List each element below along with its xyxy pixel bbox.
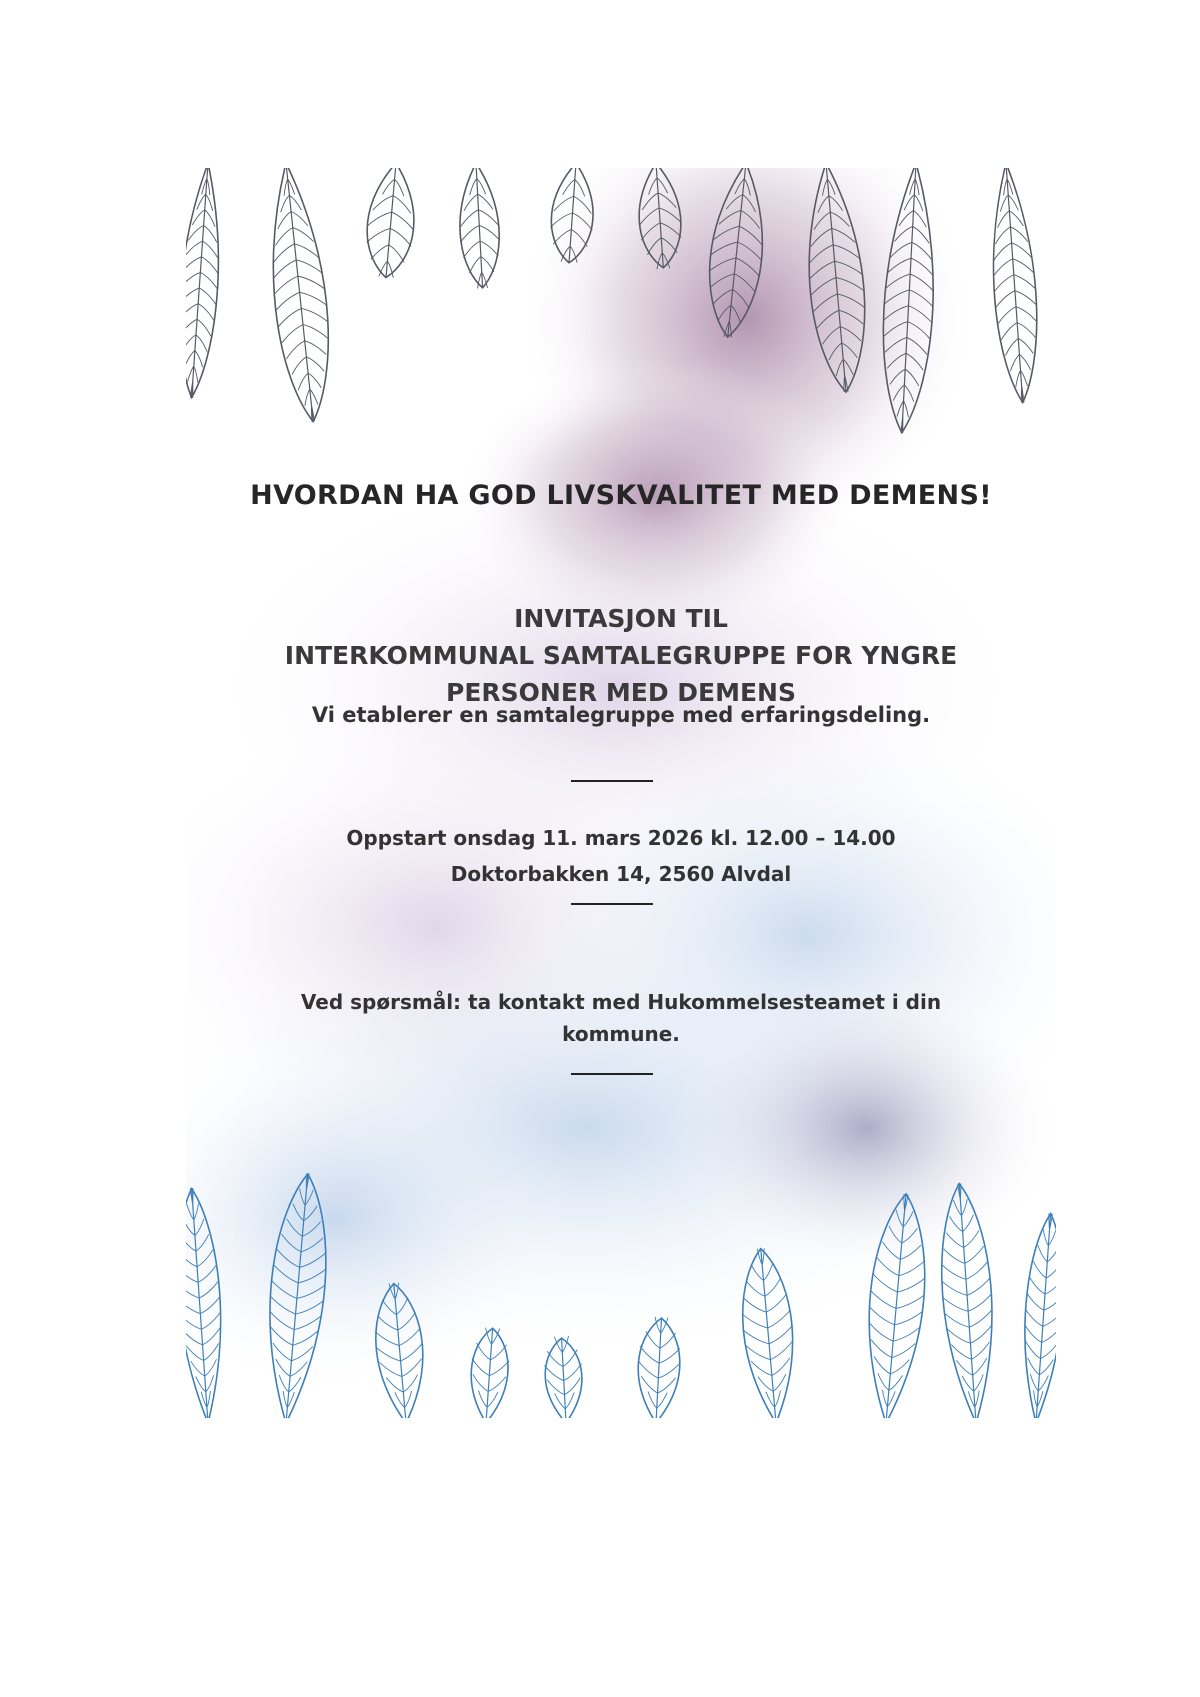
leaf-icon [985, 168, 1044, 404]
leaf-icon [877, 168, 941, 434]
leaf-icon [186, 1187, 229, 1418]
leaf-icon [259, 1171, 335, 1418]
divider [571, 780, 653, 782]
leaf-icon [186, 168, 227, 399]
top-leaf-border [186, 168, 1056, 468]
leaf-icon [736, 1246, 801, 1418]
leaf-icon [370, 1281, 429, 1418]
invitation-line-1: INVITASJON TIL [514, 604, 728, 633]
leaf-icon [363, 168, 419, 280]
event-details [186, 820, 1056, 892]
leaf-icon [635, 1316, 682, 1418]
leaf-icon [456, 168, 502, 289]
event-start: Oppstart onsdag 11. mars 2026 kl. 12.00 – 14.00 [346, 826, 896, 850]
leaf-icon [935, 1182, 1001, 1418]
invitation-poster [186, 168, 1056, 1418]
contact-line-2: kommune. [562, 1022, 680, 1046]
bottom-leaf-border [186, 1153, 1056, 1418]
divider [571, 903, 653, 905]
leaf-icon [799, 168, 873, 394]
leaf-icon [702, 168, 772, 340]
contact-info [186, 986, 1056, 1050]
invitation-line-2: INTERKOMMUNAL SAMTALEGRUPPE FOR YNGRE [284, 641, 958, 670]
leaf-icon [1017, 1212, 1056, 1418]
leaf-icon [468, 1327, 512, 1418]
page-title: HVORDAN HA GOD LIVSKVALITET MED DEMENS! [250, 480, 992, 511]
leaf-icon [260, 168, 339, 424]
invitation-line-3: PERSONER MED DEMENS [446, 678, 796, 707]
leaf-icon [859, 1192, 933, 1418]
leaf-icon [635, 168, 684, 270]
contact-line-1: Ved spørsmål: ta kontakt med Hukommelsesteamet i din [300, 990, 942, 1014]
leaf-icon [543, 1335, 585, 1418]
invitation-heading [186, 600, 1056, 711]
leaf-icon [548, 168, 597, 264]
divider [571, 1073, 653, 1075]
event-address: Doktorbakken 14, 2560 Alvdal [450, 862, 792, 886]
intro-text: Vi etablerer en samtalegruppe med erfaringsdeling. [311, 703, 931, 727]
